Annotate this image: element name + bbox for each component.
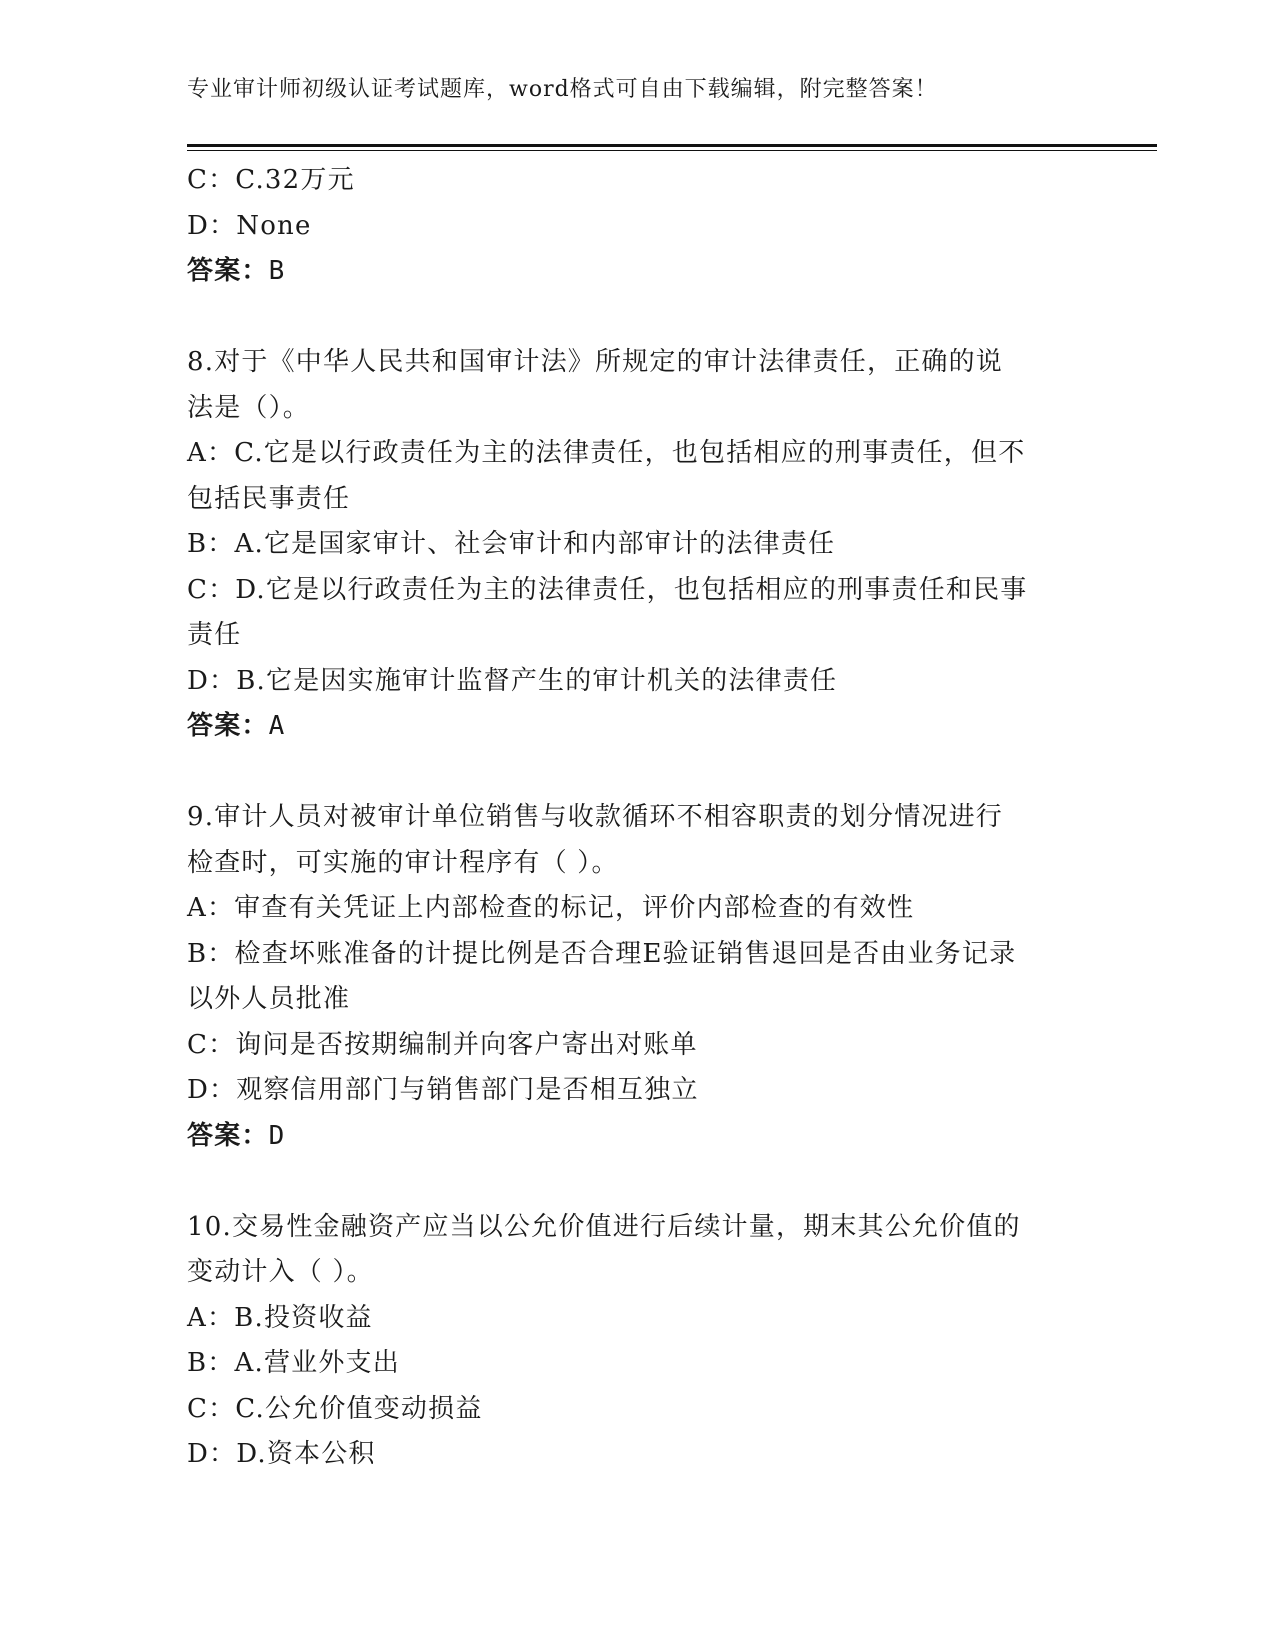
- answer-label: 答案：: [187, 711, 269, 741]
- option-line: A：C.它是以行政责任为主的法律责任，也包括相应的刑事责任，但不: [187, 438, 1026, 468]
- question-stem: 9.审计人员对被审计单位销售与收款循环不相容职责的划分情况进行: [187, 802, 1004, 832]
- answer-value: A: [268, 711, 286, 741]
- previous-question-tail: [187, 158, 1087, 295]
- answer-value: D: [268, 1120, 286, 1151]
- page-header-title: 专业审计师初级认证考试题库，word格式可自由下载编辑，附完整答案！: [187, 77, 938, 102]
- question-block: [187, 1205, 1087, 1478]
- option-line: B：A.它是国家审计、社会审计和内部审计的法律责任: [187, 529, 836, 559]
- answer-label: 答案：: [187, 256, 269, 286]
- question-stem: 10.交易性金融资产应当以公允价值进行后续计量，期末其公允价值的: [187, 1211, 1021, 1242]
- option-line: B：检查坏账准备的计提比例是否合理E验证销售退回是否由业务记录: [187, 938, 1017, 969]
- option-line: C：询问是否按期编制并向客户寄出对账单: [187, 1029, 698, 1060]
- option-line: D：None: [187, 210, 312, 241]
- answer-line: [187, 1114, 1087, 1160]
- option-line: D：B.它是因实施审计监督产生的审计机关的法律责任: [187, 665, 838, 696]
- document-body: [187, 158, 1087, 1478]
- option-line: B：A.营业外支出: [187, 1348, 400, 1378]
- question-stem: 检查时，可实施的审计程序有（ ）。: [187, 847, 619, 878]
- answer-value: B: [268, 256, 286, 286]
- question-block: [187, 795, 1087, 1159]
- answer-label: 答案：: [187, 1120, 269, 1151]
- answer-line: [187, 249, 1087, 295]
- option-line: D：观察信用部门与销售部门是否相互独立: [187, 1075, 699, 1105]
- option-line: 责任: [187, 620, 242, 650]
- option-line: A：B.投资收益: [187, 1302, 373, 1333]
- option-line: 以外人员批准: [187, 984, 351, 1014]
- question-stem: 变动计入（ ）。: [187, 1257, 374, 1287]
- option-line: C：C.32万元: [187, 165, 355, 195]
- option-line: 包括民事责任: [187, 483, 351, 514]
- option-line: C：C.公允价值变动损益: [187, 1393, 483, 1424]
- option-line: A：审查有关凭证上内部检查的标记，评价内部检查的有效性: [187, 893, 915, 923]
- question-block: [187, 340, 1087, 750]
- option-line: D：D.资本公积: [187, 1439, 376, 1469]
- question-stem: 8.对于《中华人民共和国审计法》所规定的审计法律责任，正确的说: [187, 347, 1004, 377]
- option-line: C：D.它是以行政责任为主的法律责任，也包括相应的刑事责任和民事: [187, 574, 1028, 605]
- answer-line: [187, 704, 1087, 750]
- question-stem: 法是（）。: [187, 392, 311, 423]
- header-divider: [187, 144, 1157, 147]
